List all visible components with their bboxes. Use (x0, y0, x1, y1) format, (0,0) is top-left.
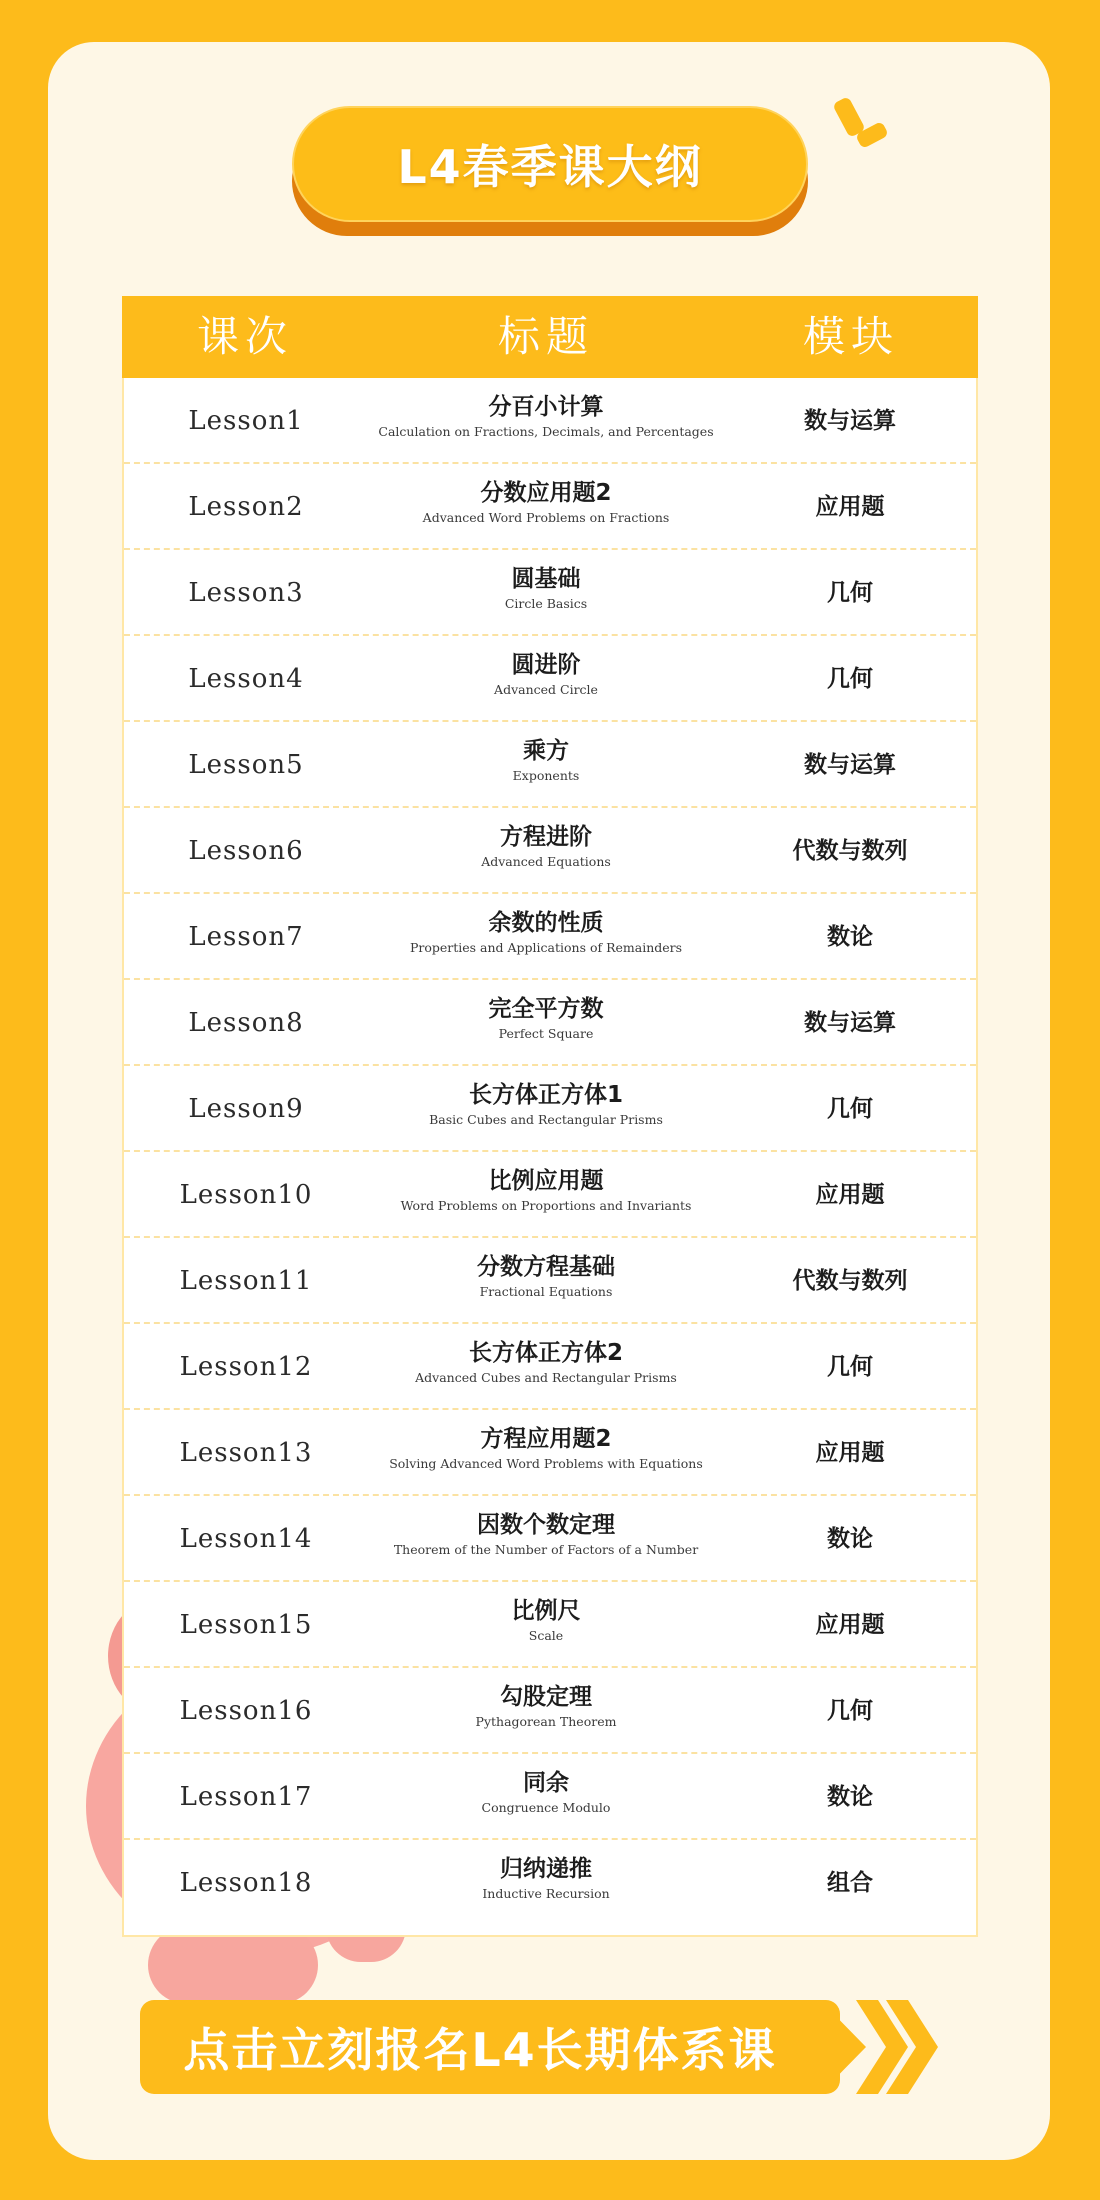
syllabus-table (122, 296, 978, 1937)
lesson-title (368, 736, 724, 784)
lesson-title (368, 1596, 724, 1644)
lesson-title-en: Basic Cubes and Rectangular Prisms (429, 1112, 663, 1127)
lesson-title (368, 1768, 724, 1816)
lesson-module: 数论 (827, 1784, 873, 1810)
lesson-title-cn: 归纳递推 (500, 1856, 592, 1882)
table-body (124, 378, 976, 1926)
lesson-title (368, 1166, 724, 1214)
header-title: 标题 (497, 312, 594, 361)
table-row (124, 1324, 976, 1410)
table-row (124, 1668, 976, 1754)
table-row (124, 1496, 976, 1582)
lesson-module: 几何 (827, 1698, 873, 1724)
lesson-number: Lesson18 (179, 1868, 313, 1898)
lesson-module: 几何 (827, 580, 873, 606)
lesson-module: 组合 (827, 1870, 873, 1896)
lesson-title-en: Calculation on Fractions, Decimals, and Percentages (378, 424, 714, 439)
lesson-title-en: Exponents (512, 768, 580, 783)
lesson-title-cn: 圆进阶 (511, 652, 581, 678)
lesson-number: Lesson5 (188, 750, 304, 780)
lesson-title (368, 478, 724, 526)
lesson-module: 代数与数列 (792, 838, 908, 864)
lesson-module: 应用题 (815, 1182, 885, 1208)
table-row (124, 1066, 976, 1152)
lesson-title-en: Fractional Equations (479, 1284, 613, 1299)
lesson-module: 数论 (827, 924, 873, 950)
lesson-title-cn: 方程应用题2 (480, 1426, 612, 1452)
lesson-module: 几何 (827, 666, 873, 692)
lesson-title (368, 1682, 724, 1730)
lesson-title-cn: 同余 (523, 1770, 569, 1796)
lesson-title-cn: 完全平方数 (488, 996, 604, 1022)
lesson-title (368, 908, 724, 956)
lesson-number: Lesson3 (188, 578, 304, 608)
lesson-title (368, 994, 724, 1042)
lesson-title (368, 1424, 724, 1472)
lesson-number: Lesson9 (188, 1094, 304, 1124)
lesson-title (368, 822, 724, 870)
lesson-number: Lesson14 (179, 1524, 313, 1554)
lesson-title-en: Circle Basics (504, 596, 588, 611)
lesson-title-cn: 比例尺 (511, 1598, 581, 1624)
lesson-module: 数论 (827, 1526, 873, 1552)
table-row (124, 1238, 976, 1324)
lesson-title-en: Advanced Cubes and Rectangular Prisms (415, 1370, 677, 1385)
lesson-title (368, 1338, 724, 1386)
lesson-title-en: Theorem of the Number of Factors of a Number (393, 1542, 699, 1557)
lesson-title-en: Inductive Recursion (482, 1886, 610, 1901)
header-lesson: 课次 (196, 312, 293, 361)
lesson-title-cn: 因数个数定理 (477, 1512, 615, 1538)
lesson-number: Lesson2 (188, 492, 304, 522)
lesson-title (368, 650, 724, 698)
lesson-title-en: Properties and Applications of Remainders (409, 940, 683, 955)
lesson-title-cn: 分数应用题2 (480, 480, 612, 506)
lesson-title-cn: 分数方程基础 (477, 1254, 615, 1280)
lesson-title-cn: 长方体正方体1 (468, 1082, 623, 1108)
table-row (124, 1754, 976, 1840)
lesson-title-cn: 圆基础 (511, 566, 581, 592)
lesson-title-en: Advanced Circle (494, 682, 598, 697)
lesson-number: Lesson17 (179, 1782, 313, 1812)
table-row (124, 1152, 976, 1238)
lesson-title (368, 1510, 724, 1558)
table-row (124, 550, 976, 636)
lesson-title-en: Pythagorean Theorem (475, 1714, 617, 1729)
header-module: 模块 (802, 312, 899, 361)
lesson-number: Lesson13 (179, 1438, 313, 1468)
lesson-title-cn: 乘方 (523, 738, 569, 764)
lesson-module: 数与运算 (804, 1010, 896, 1036)
table-row (124, 980, 976, 1066)
table-row (124, 808, 976, 894)
table-row (124, 636, 976, 722)
lesson-title-cn: 勾股定理 (500, 1684, 592, 1710)
enroll-button[interactable] (140, 2000, 940, 2096)
lesson-title-cn: 比例应用题 (488, 1168, 604, 1194)
lesson-module: 几何 (827, 1096, 873, 1122)
table-header (122, 296, 978, 378)
lesson-number: Lesson1 (188, 406, 304, 436)
lesson-module: 应用题 (815, 1612, 885, 1638)
lesson-title (368, 392, 724, 440)
lesson-title-cn: 长方体正方体2 (468, 1340, 623, 1366)
title-banner (292, 106, 808, 238)
lesson-number: Lesson8 (188, 1008, 304, 1038)
lesson-number: Lesson7 (188, 922, 304, 952)
lesson-title-en: Advanced Equations (481, 854, 611, 869)
table-row (124, 1410, 976, 1496)
lesson-title-en: Perfect Square (498, 1026, 594, 1041)
table-row (124, 464, 976, 550)
lesson-number: Lesson12 (179, 1352, 313, 1382)
lesson-number: Lesson16 (179, 1696, 313, 1726)
lesson-number: Lesson11 (179, 1266, 313, 1296)
lesson-title-en: Congruence Modulo (481, 1800, 611, 1815)
lesson-number: Lesson4 (188, 664, 304, 694)
page-title: L4春季课大纲 (397, 140, 703, 194)
table-row (124, 1840, 976, 1926)
table-row (124, 1582, 976, 1668)
chevron-right-icon (886, 2000, 946, 2094)
lesson-number: Lesson10 (179, 1180, 313, 1210)
lesson-title (368, 1080, 724, 1128)
lesson-title (368, 564, 724, 612)
lesson-module: 数与运算 (804, 752, 896, 778)
lesson-number: Lesson6 (188, 836, 304, 866)
table-row (124, 894, 976, 980)
lesson-number: Lesson15 (179, 1610, 313, 1640)
table-row (124, 378, 976, 464)
lesson-module: 代数与数列 (792, 1268, 908, 1294)
lesson-module: 数与运算 (804, 408, 896, 434)
table-row (124, 722, 976, 808)
lesson-title-cn: 分百小计算 (488, 394, 604, 420)
lesson-title-en: Word Problems on Proportions and Invariants (400, 1198, 692, 1213)
lesson-title-cn: 方程进阶 (500, 824, 592, 850)
lesson-title-en: Scale (528, 1628, 564, 1643)
lesson-module: 应用题 (815, 494, 885, 520)
lesson-title (368, 1252, 724, 1300)
lesson-title-en: Advanced Word Problems on Fractions (422, 510, 670, 525)
lesson-title-en: Solving Advanced Word Problems with Equations (389, 1456, 703, 1471)
lesson-title-cn: 余数的性质 (488, 910, 604, 936)
lesson-title (368, 1854, 724, 1902)
lesson-module: 应用题 (815, 1440, 885, 1466)
enroll-button-label: 点击立刻报名L4长期体系课 (183, 2023, 777, 2077)
lesson-module: 几何 (827, 1354, 873, 1380)
